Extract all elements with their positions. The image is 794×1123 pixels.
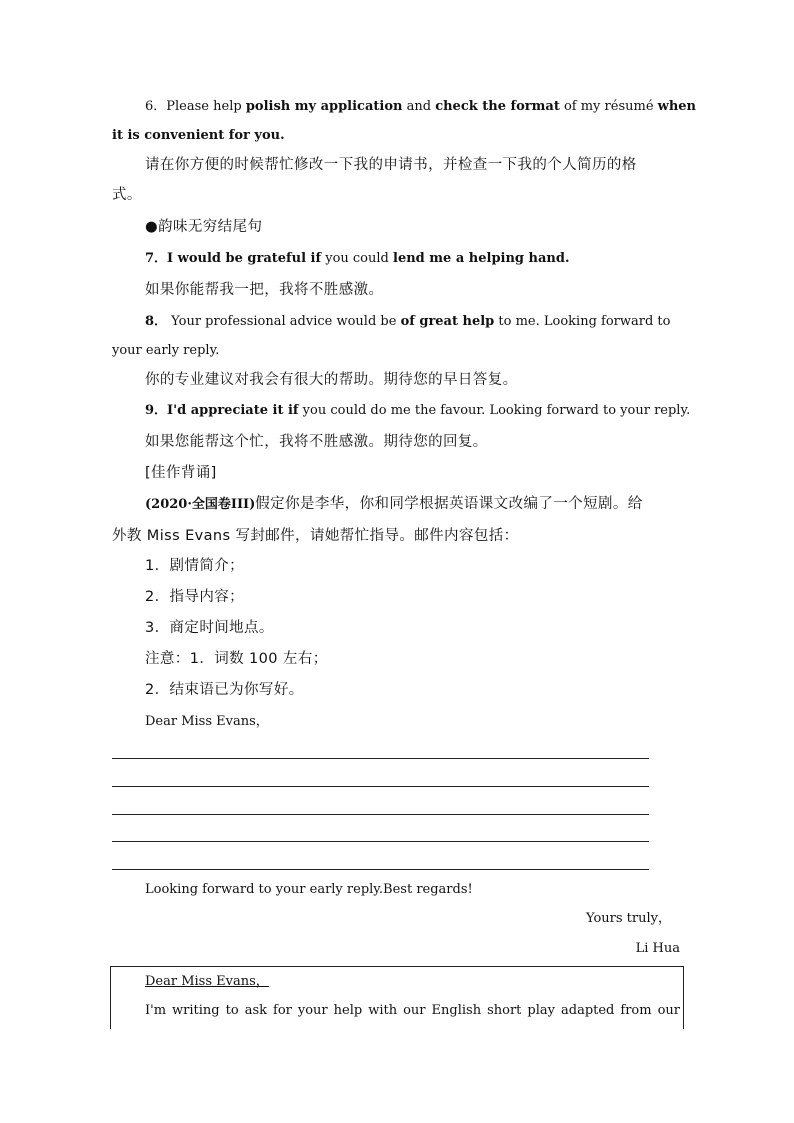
- sentence-6-line-1: [145, 98, 713, 116]
- writing-line: [112, 786, 649, 787]
- text: you could: [321, 251, 393, 266]
- bold-phrase: check the format: [435, 99, 560, 114]
- sample-line-1: I'm writing to ask for your help with our English short play adapted from our: [145, 1003, 680, 1018]
- task-source: (2020·全国卷III): [145, 497, 256, 512]
- bold-phrase: I'd appreciate it if: [167, 403, 299, 418]
- writing-line: [112, 841, 649, 842]
- sample-answer-box: [110, 966, 684, 1029]
- bold-phrase: of great help: [400, 314, 495, 329]
- sentence-8-line-1: [145, 313, 680, 331]
- text: to me. Looking forward to: [494, 314, 671, 329]
- bold-phrase: polish my application: [245, 99, 403, 114]
- text: and: [402, 99, 436, 114]
- sample-greeting: Dear Miss Evans，: [145, 974, 269, 989]
- sentence-6-translation-2: 式。: [112, 187, 142, 203]
- letter-name: Li Hua: [635, 941, 680, 956]
- letter-closing: Looking forward to your early reply.Best regards!: [145, 882, 473, 897]
- sentence-number: 7．: [145, 251, 168, 266]
- sentence-9-translation: 如果您能帮这个忙，我将不胜感激。期待您的回复。: [145, 434, 488, 450]
- text: Please help: [166, 99, 246, 114]
- task-item-1: 1．剧情简介；: [145, 558, 245, 574]
- task-heading: [佳作背诵]: [145, 465, 217, 481]
- sentence-number: 6．: [145, 99, 167, 114]
- letter-greeting: Dear Miss Evans，: [145, 714, 269, 729]
- section-heading: ●韵味无穷结尾句: [145, 219, 263, 235]
- bold-phrase: lend me a helping hand.: [393, 251, 570, 266]
- sentence-number: 8．: [145, 314, 168, 329]
- bold-phrase: I would be grateful if: [167, 251, 322, 266]
- sentence-8-line-2: your early reply.: [112, 343, 220, 358]
- task-note-1: 注意：1．词数 100 左右；: [145, 651, 328, 667]
- text: Your professional advice would be: [167, 314, 401, 329]
- task-intro-line-1: [145, 495, 713, 514]
- task-item-2: 2．指导内容；: [145, 589, 245, 605]
- writing-line: [112, 869, 649, 870]
- text: you could do me the favour. Looking forward to your reply.: [298, 403, 691, 418]
- writing-line: [112, 758, 649, 759]
- sentence-8-translation: 你的专业建议对我会有很大的帮助。期待您的早日答复。: [145, 372, 518, 388]
- task-intro-line-2: 外教 Miss Evans 写封邮件，请她帮忙指导。邮件内容包括：: [112, 528, 519, 544]
- sentence-6-translation-1: 请在你方便的时候帮忙修改一下我的申请书，并检查一下我的个人简历的格: [145, 157, 637, 173]
- writing-line: [112, 814, 649, 815]
- task-note-2: 2．结束语已为你写好。: [145, 682, 304, 698]
- task-item-3: 3．商定时间地点。: [145, 620, 274, 636]
- sentence-9: [145, 402, 713, 420]
- sentence-6-line-2: it is convenient for you.: [112, 128, 285, 143]
- sentence-number: 9．: [145, 403, 168, 418]
- sentence-7-translation: 如果你能帮我一把，我将不胜感激。: [145, 282, 384, 298]
- text: 假定你是李华，你和同学根据英语课文改编了一个短剧。给: [255, 496, 643, 512]
- sentence-7: [145, 250, 713, 268]
- text: of my résumé: [559, 99, 658, 114]
- letter-signoff: Yours truly，: [586, 911, 671, 926]
- bold-phrase: when: [657, 99, 697, 114]
